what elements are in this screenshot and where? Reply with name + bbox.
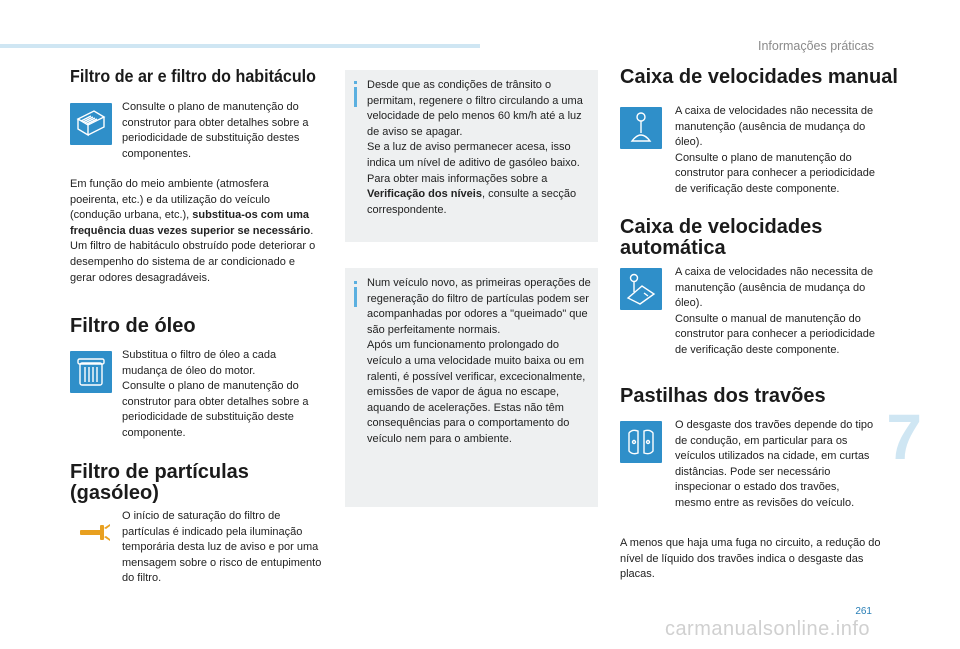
note1-text-d: , consulte a secção correspondente.	[367, 188, 577, 216]
manual-gearbox-text	[675, 104, 875, 198]
info-note-new-vehicle	[345, 268, 598, 507]
chapter-number: 7	[886, 401, 922, 473]
air-filter-body-extra: Um filtro de habitáculo obstruído pode deteriorar o desempenho do sistema de ar condicionado e gerar odores desagradáveis.	[70, 240, 316, 284]
info-note-regeneration	[345, 70, 598, 242]
particle-filter-text: O início de saturação do filtro de partículas é indicado pela iluminação temporária desta luz de aviso e por uma mensagem sobre o risco de entupimento do filtro.	[122, 510, 322, 585]
watermark: carmanualsonline.info	[664, 618, 870, 640]
note1-text-b: Se a luz de aviso permanecer acesa, isso indica um nível de aditivo de gasóleo baixo.	[367, 141, 580, 169]
section-header-title: Informações práticas	[757, 39, 874, 53]
automatic-gearbox-title	[620, 217, 822, 259]
air-filter-body	[70, 177, 320, 286]
manual-gearbox-title: Caixa de velocidades manual	[620, 66, 898, 88]
particle-filter-warning-icon	[78, 520, 112, 544]
automatic-gearbox-text-a: A caixa de velocidades não necessita de manutenção (ausência de mudança do óleo).	[675, 266, 874, 310]
automatic-gearbox-title-a: Caixa de velocidades	[620, 216, 823, 238]
note1-link-levels: Verificação dos níveis	[367, 188, 482, 201]
page-number: 261	[855, 606, 872, 617]
particle-filter-title-b: (gasóleo)	[70, 482, 159, 504]
automatic-gearbox-title-b: automática	[620, 237, 726, 259]
info-icon	[354, 87, 357, 107]
brake-pads-title: Pastilhas dos travões	[620, 385, 826, 407]
oil-filter-icon	[70, 351, 112, 393]
note2-text-a: Num veículo novo, as primeiras operações de regeneração do filtro de partículas podem ser acompanhadas por odores a "queimado" que são perfeitamente normais.	[367, 277, 591, 336]
oil-filter-text-b: Consulte o plano de manutenção do construtor para obter detalhes sobre a periodicidade de substituição deste componente.	[122, 380, 309, 439]
info-note-regeneration-text	[367, 78, 593, 218]
manual-gearbox-text-a: A caixa de velocidades não necessita de manutenção (ausência de mudança do óleo).	[675, 105, 874, 149]
oil-filter-text	[122, 348, 322, 442]
oil-filter-text-a: Substitua o filtro de óleo a cada mudança de óleo do motor.	[122, 349, 277, 377]
automatic-gearbox-text	[675, 265, 875, 359]
manual-gearbox-icon	[620, 107, 662, 149]
air-filter-icon-text: Consulte o plano de manutenção do construtor para obter detalhes sobre a periodicidade de substituição destes componentes.	[122, 101, 309, 160]
info-note-new-vehicle-text	[367, 276, 595, 448]
air-filter-body-text: Em função do meio ambiente (atmosfera poeirenta, etc.) e da utilização do veículo (condução urbana, etc.),	[70, 178, 270, 222]
info-icon	[354, 287, 357, 307]
automatic-gearbox-icon	[620, 268, 662, 310]
air-filter-icon	[70, 103, 112, 145]
brake-pads-text: O desgaste dos travões depende do tipo de condução, em particular para os veículos utilizados na cidade, em curtas distâncias. Pode ser necessário inspecionar o estado dos travões, mesmo entre as revisões do veículo.	[675, 419, 874, 509]
automatic-gearbox-text-b: Consulte o manual de manutenção do construtor para conhecer a periodicidade de verificação deste componente.	[675, 312, 875, 356]
oil-filter-title: Filtro de óleo	[70, 315, 196, 337]
brake-pads-icon	[620, 421, 662, 463]
air-filter-body-end: .	[310, 224, 314, 237]
particle-filter-title	[70, 462, 249, 504]
air-filter-body-bold: substitua-os com uma frequência duas vezes superior se necessário	[70, 209, 311, 237]
particle-filter-title-a: Filtro de partículas	[70, 461, 249, 483]
air-filter-title: Filtro de ar e filtro do habitáculo	[70, 66, 316, 86]
note2-text-b: Após um funcionamento prolongado do veículo a uma velocidade muito baixa ou em ralenti, é possível verificar, excecionalmente, emissões de vapor de água no escape, aquando de acelerações. Estas não têm consequências para o comportamento do veículo nem para o ambiente.	[367, 339, 586, 445]
note1-text-a: Desde que as condições de trânsito o permitam, regenere o filtro circulando a uma velocidade de pelo menos 60 km/h até a luz de aviso se apagar.	[367, 79, 583, 138]
manual-gearbox-text-b: Consulte o plano de manutenção do construtor para conhecer a periodicidade de verificação deste componente.	[675, 151, 875, 195]
brake-fluid-text: A menos que haja uma fuga no circuito, a redução do nível de líquido dos travões indica o desgaste das placas.	[620, 537, 881, 581]
note1-text-c: Para obter mais informações sobre a	[367, 172, 548, 185]
header-bar	[0, 44, 480, 48]
